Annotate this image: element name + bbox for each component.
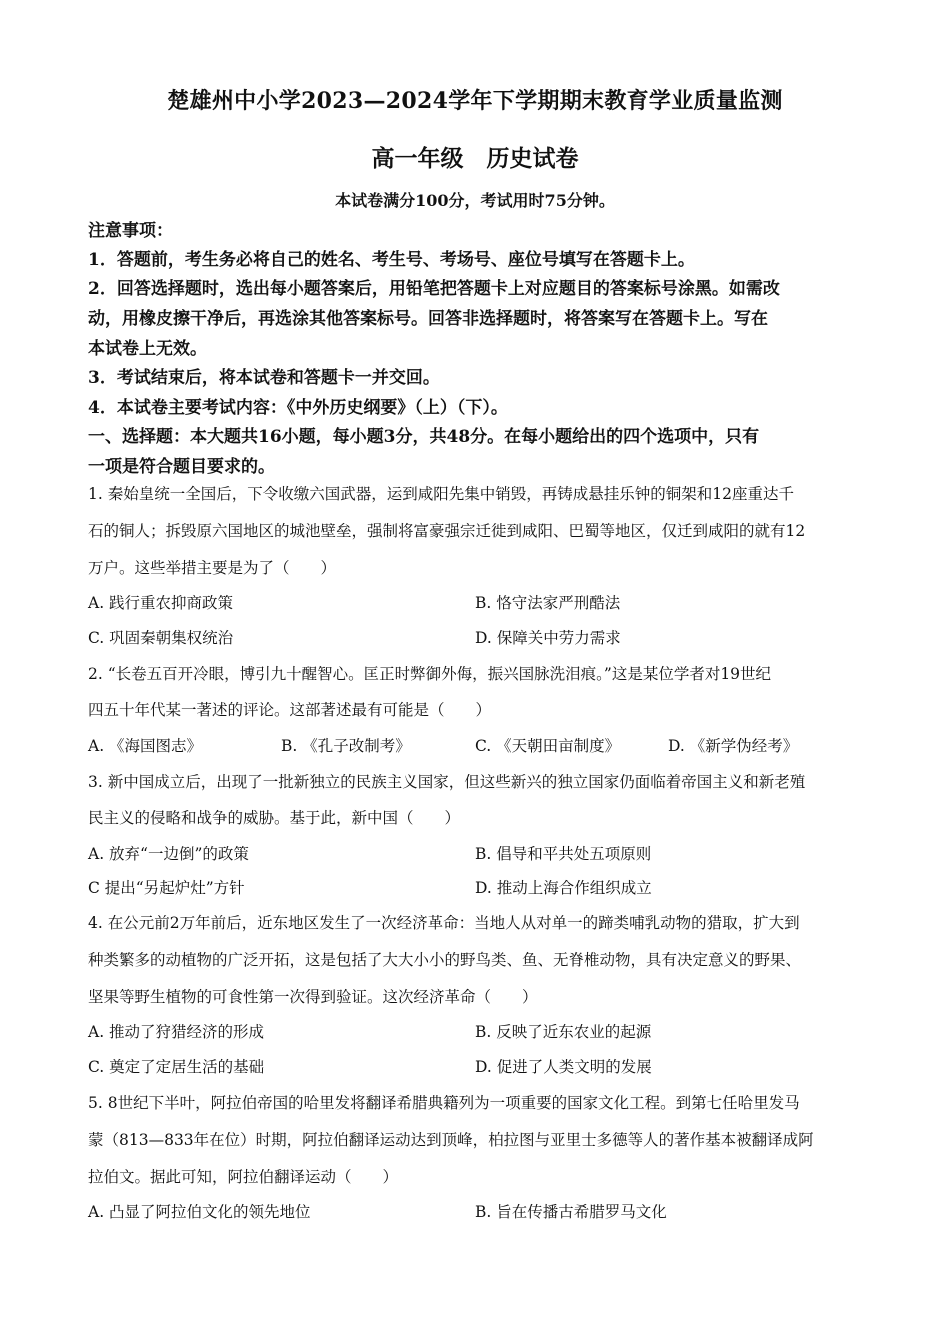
- question-3-text: 3. 新中国成立后，出现了一批新独立的民族主义国家，但这些新兴的独立国家仍面临着帝国主义和新老殖: [88, 773, 806, 791]
- question-4-option-d[interactable]: D. 促进了人类文明的发展: [475, 1058, 652, 1076]
- question-1-text: 1. 秦始皇统一全国后，下令收缴六国武器，运到咸阳先集中销毁，再铸成悬挂乐钟的铜架和12座重达千: [88, 485, 794, 503]
- question-5-text: 蒙（813—833年在位）时期，阿拉伯翻译运动达到顶峰，柏拉图与亚里士多德等人的著作基本被翻译成阿: [88, 1131, 814, 1149]
- section-heading: 一项是符合题目要求的。: [88, 457, 275, 477]
- question-2-option-b[interactable]: B. 《孔子改制考》: [281, 737, 411, 755]
- question-4-option-b[interactable]: B. 反映了近东农业的起源: [475, 1023, 652, 1041]
- notice-item: 3．考试结束后，将本试卷和答题卡一并交回。: [88, 368, 440, 388]
- question-5-option-a[interactable]: A. 凸显了阿拉伯文化的领先地位: [88, 1203, 311, 1221]
- question-5-text: 拉伯文。据此可知，阿拉伯翻译运动（ ）: [88, 1168, 399, 1186]
- notice-item: 4．本试卷主要考试内容：《中外历史纲要》（上）（下）。: [88, 398, 508, 418]
- notice-heading: 注意事项：: [88, 221, 173, 241]
- question-2-option-a[interactable]: A. 《海国图志》: [88, 737, 203, 755]
- question-4-option-a[interactable]: A. 推动了狩猎经济的形成: [88, 1023, 265, 1041]
- question-2-option-d[interactable]: D. 《新学伪经考》: [668, 737, 799, 755]
- question-1-option-a[interactable]: A. 践行重农抑商政策: [88, 594, 234, 612]
- question-3-option-d[interactable]: D. 推动上海合作组织成立: [475, 879, 652, 897]
- question-2-text: 四五十年代某一著述的评论。这部著述最有可能是（ ）: [88, 701, 492, 719]
- question-1-option-b[interactable]: B. 恪守法家严刑酷法: [475, 594, 621, 612]
- question-1-option-c[interactable]: C. 巩固秦朝集权统治: [88, 629, 234, 647]
- question-1-text: 万户。这些举措主要是为了（ ）: [88, 559, 337, 577]
- exam-title: 楚雄州中小学2023—2024学年下学期期末教育学业质量监测: [167, 88, 783, 114]
- notice-item: 1．答题前，考生务必将自己的姓名、考生号、考场号、座位号填写在答题卡上。: [88, 250, 695, 270]
- question-3-option-a[interactable]: A. 放弃“一边倒”的政策: [88, 845, 249, 863]
- question-5-option-b[interactable]: B. 旨在传播古希腊罗马文化: [475, 1203, 667, 1221]
- question-3-text: 民主义的侵略和战争的威胁。基于此，新中国（ ）: [88, 809, 461, 827]
- question-2-option-c[interactable]: C. 《天朝田亩制度》: [475, 737, 621, 755]
- question-4-option-c[interactable]: C. 奠定了定居生活的基础: [88, 1058, 265, 1076]
- notice-item: 本试卷上无效。: [88, 339, 207, 359]
- question-2-text: 2. “长卷五百开冷眼，博引九十醒智心。匡正时弊御外侮，振兴国脉洗泪痕。”这是某位学者对19世纪: [88, 665, 772, 683]
- notice-item: 2．回答选择题时，选出每小题答案后，用铅笔把答题卡上对应题目的答案标号涂黑。如需改: [88, 279, 780, 299]
- question-4-text: 种类繁多的动植物的广泛开拓，这是包括了大大小小的野鸟类、鱼、无脊椎动物，具有决定意义的野果、: [88, 951, 802, 969]
- question-1-text: 石的铜人；拆毁原六国地区的城池壁垒，强制将富豪强宗迁徙到咸阳、巴蜀等地区，仅迁到咸阳的就有12: [88, 522, 806, 540]
- question-4-text: 4. 在公元前2万年前后，近东地区发生了一次经济革命：当地人从对单一的蹄类哺乳动物的猎取，扩大到: [88, 914, 800, 932]
- exam-info: 本试卷满分100分，考试用时75分钟。: [335, 191, 615, 210]
- section-heading: 一、选择题：本大题共16小题，每小题3分，共48分。在每小题给出的四个选项中，只有: [88, 427, 760, 447]
- question-3-option-b[interactable]: B. 倡导和平共处五项原则: [475, 845, 652, 863]
- notice-item: 动，用橡皮擦干净后，再选涂其他答案标号。回答非选择题时，将答案写在答题卡上。写在: [88, 309, 768, 329]
- exam-subtitle: 高一年级 历史试卷: [371, 145, 579, 172]
- question-5-text: 5. 8世纪下半叶，阿拉伯帝国的哈里发将翻译希腊典籍列为一项重要的国家文化工程。到第七任哈里发马: [88, 1094, 800, 1112]
- question-3-option-c[interactable]: C 提出“另起炉灶”方针: [88, 879, 245, 897]
- question-1-option-d[interactable]: D. 保障关中劳力需求: [475, 629, 621, 647]
- question-4-text: 坚果等野生植物的可食性第一次得到验证。这次经济革命（ ）: [88, 988, 538, 1006]
